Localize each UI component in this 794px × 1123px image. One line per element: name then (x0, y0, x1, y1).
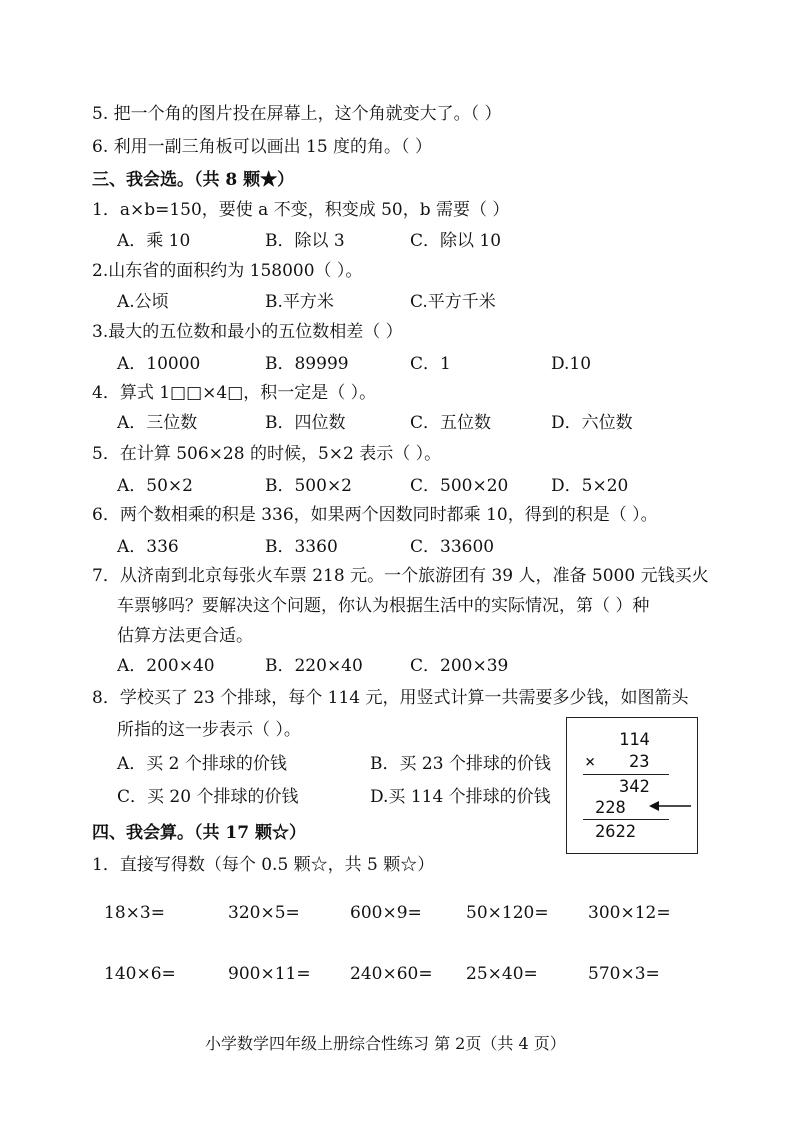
q5-option-c: C．500×20 (410, 476, 509, 496)
q7-option-a: A．200×40 (117, 656, 215, 676)
calc-multiplicand: 114 (619, 730, 650, 750)
question-4: 4．算式 1□□×4□，积一定是（ ）。 (92, 383, 377, 403)
q1-option-b: B．除以 3 (265, 231, 345, 251)
judge-item-5: 5. 把一个角的图片投在屏幕上，这个角就变大了。（ ） (92, 104, 502, 124)
q4-option-b: B．四位数 (265, 413, 346, 433)
q5-option-d: D．5×20 (551, 476, 629, 496)
question-8-line-2: 所指的这一步表示（ ）。 (117, 720, 301, 740)
question-1: 1．a×b=150，要使 a 不变，积变成 50，b 需要（ ） (92, 200, 510, 220)
question-7-line-2: 车票够吗？要解决这个问题，你认为根据生活中的实际情况，第（ ）种 (117, 596, 650, 616)
q3-option-a: A．10000 (117, 354, 201, 374)
question-2: 2.山东省的面积约为 158000（ ）。 (92, 261, 363, 281)
q8-option-d: D.买 114 个排球的价钱 (370, 787, 551, 807)
calc-item: 140×6= (104, 964, 176, 984)
calc-instruction: 1．直接写得数（每个 0.5 颗☆，共 5 颗☆） (92, 855, 435, 875)
page-footer: 小学数学四年级上册综合性练习 第 2页（共 4 页） (205, 1034, 566, 1053)
calc-multiplier: 23 (629, 752, 650, 772)
arrow-left-icon (649, 798, 693, 814)
calc-item: 18×3= (104, 903, 165, 923)
question-7-line-1: 7．从济南到北京每张火车票 218 元。一个旅游团有 39 人，准备 5000 元钱买火 (92, 566, 709, 586)
judge-item-6: 6. 利用一副三角板可以画出 15 度的角。（ ） (92, 137, 432, 157)
calc-partial-2: 228 (595, 798, 626, 818)
question-5: 5．在计算 506×28 的时候，5×2 表示（ ）。 (92, 444, 442, 464)
section-3-title: 三、我会选。（共 8 颗★） (92, 170, 295, 190)
calc-item: 50×120= (466, 903, 549, 923)
question-3: 3.最大的五位数和最小的五位数相差（ ） (92, 322, 403, 342)
calc-item: 570×3= (588, 964, 660, 984)
calc-line-1 (583, 774, 669, 775)
q8-option-c: C．买 20 个排球的价钱 (117, 787, 299, 807)
calc-line-2 (583, 819, 669, 820)
q7-option-c: C．200×39 (410, 656, 509, 676)
q2-option-c: C.平方千米 (410, 292, 496, 312)
q1-option-a: A．乘 10 (117, 231, 191, 251)
q6-option-a: A．336 (117, 537, 179, 557)
calc-times-sign: × (585, 752, 596, 772)
q1-option-c: C．除以 10 (410, 231, 502, 251)
q3-option-c: C．1 (410, 354, 451, 374)
q2-option-a: A.公顷 (117, 292, 169, 312)
q3-option-d: D.10 (551, 354, 592, 374)
calc-item: 900×11= (228, 964, 311, 984)
calc-item: 320×5= (228, 903, 300, 923)
calc-item: 240×60= (350, 964, 433, 984)
q7-option-b: B．220×40 (265, 656, 363, 676)
question-6: 6．两个数相乘的积是 336，如果两个因数同时都乘 10，得到的积是（ ）。 (92, 505, 658, 525)
q4-option-c: C．五位数 (410, 413, 492, 433)
q2-option-b: B.平方米 (265, 292, 334, 312)
q6-option-c: C．33600 (410, 537, 495, 557)
calc-item: 300×12= (588, 903, 671, 923)
q4-option-d: D．六位数 (551, 413, 633, 433)
section-4-title: 四、我会算。（共 17 颗☆） (92, 823, 306, 843)
q5-option-b: B．500×2 (265, 476, 353, 496)
calc-item: 600×9= (350, 903, 422, 923)
calc-product: 2622 (595, 822, 636, 842)
q8-option-a: A．买 2 个排球的价钱 (117, 754, 287, 774)
q8-option-b: B．买 23 个排球的价钱 (370, 754, 551, 774)
question-8-line-1: 8．学校买了 23 个排球，每个 114 元，用竖式计算一共需要多少钱，如图箭头 (92, 688, 689, 708)
calc-item: 25×40= (466, 964, 538, 984)
question-7-line-3: 估算方法更合适。 (117, 626, 253, 646)
q6-option-b: B．3360 (265, 537, 338, 557)
q5-option-a: A．50×2 (117, 476, 193, 496)
q4-option-a: A．三位数 (117, 413, 198, 433)
vertical-calculation-box (566, 717, 698, 854)
q3-option-b: B．89999 (265, 354, 349, 374)
calc-partial-1: 342 (619, 777, 650, 797)
